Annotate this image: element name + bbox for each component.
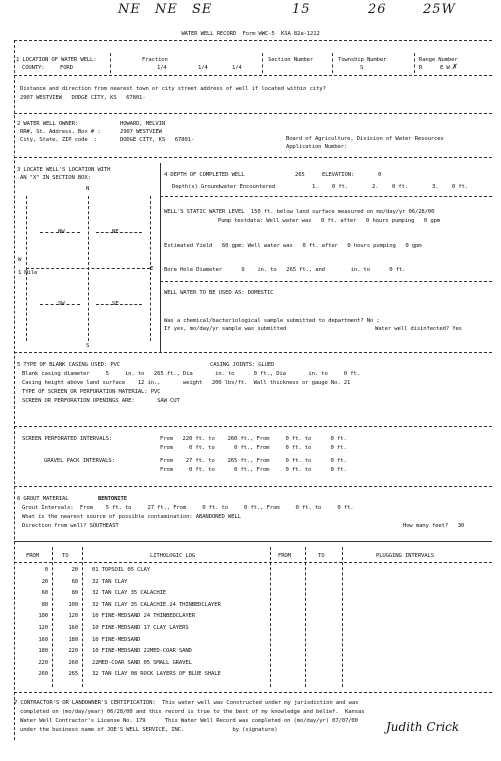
log-row-desc: 10 FINE-MEDSAND 17 CLAY LAYERS	[92, 625, 189, 631]
s5-perf-1: From 220 ft. to 260 ft., From 0 ft. to 0 ft.	[160, 436, 347, 442]
s1-fraction-1: 1/4	[157, 65, 167, 71]
mile-label: 1 Mile	[18, 270, 38, 276]
log-row-desc: 22MED-COAR SAND 05 SMALL GRAVEL	[92, 659, 192, 666]
s5-perf-label: SCREEN PERFORATED INTERVALS:	[22, 436, 113, 442]
range-west-check-mark: ✗	[452, 62, 458, 72]
handwritten-q1: NE	[118, 2, 141, 17]
s2-rr-label: RR#, St. Address, Box # :	[20, 129, 101, 135]
log-row-from: 180	[38, 648, 48, 655]
log-head-to2: TO	[318, 553, 325, 559]
log-row-to: 20	[71, 567, 78, 573]
log-head-from2: FROM	[278, 553, 291, 559]
s5-label: 5 TYPE OF BLANK CASING USED: PVC	[17, 362, 120, 368]
compass-s: S	[86, 343, 90, 349]
log-row-desc: 10 FINE-MEDSAND 24 THINBEDCLAYER	[92, 613, 195, 620]
log-row-to: 120	[68, 613, 78, 620]
s1-county: FORD	[60, 65, 73, 71]
gw-3-value: 0 ft.	[452, 184, 469, 190]
log-row-to: 180	[68, 636, 78, 643]
s3-sublabel: AN "X" IN SECTION BOX:	[20, 175, 91, 181]
s6-direction: Direction from well? SOUTHEAST	[22, 523, 119, 529]
log-row-from: 160	[38, 636, 48, 643]
log-row-from: 120	[38, 625, 48, 631]
log-row-desc: 32 TAN CLAY 35 CALACHIE 24 THINBEDCLAYER	[92, 601, 221, 608]
s1-county-label: COUNTY:	[22, 65, 45, 71]
s5-height: Casing height above land surface 12 in., weight 200 lbs/ft. Wall thickness or gauge No. 21	[22, 380, 351, 386]
s1-address: 2907 WESTVIEW DODGE CITY, KS 67801-	[20, 95, 146, 101]
s1-range-dir: E W	[440, 65, 450, 71]
s5-screen-type: TYPE OF SCREEN OR PERFORATION MATERIAL: PVC	[22, 389, 161, 395]
log-row-to: 160	[68, 625, 78, 631]
s4-label: 4 DEPTH OF COMPLETED WELL	[164, 172, 245, 178]
s1-range-label: Range Number	[419, 57, 458, 63]
s2-city-label: City, State, ZIP code :	[20, 137, 98, 143]
s2-appno-label: Application Number:	[286, 144, 348, 150]
s1-township-label: Township Number	[338, 57, 387, 63]
s4-pump-test: Pump testdata: Well water was 0 ft. after 0 hours pumping 0 gpm	[218, 218, 441, 224]
s2-label: 2 WATER WELL OWNER:	[17, 121, 79, 127]
log-row-to: 260	[68, 659, 78, 666]
contractor-signature: Judith Crick	[386, 720, 460, 734]
log-row-from: 80	[41, 601, 48, 608]
s4-static-level: WELL'S STATIC WATER LEVEL 150 ft. below land surface measured on mo/day/yr 06/28/00	[164, 209, 435, 215]
log-row-from: 220	[38, 659, 48, 666]
log-row-to: 100	[68, 601, 78, 608]
s1-fraction-2: 1/4	[198, 65, 208, 71]
log-row-desc: 10 FINE-MEDSAND	[92, 636, 141, 643]
s3-label: 3 LOCATE WELL'S LOCATION WITH	[17, 167, 111, 173]
s4-gw-label: Depth(s) Groundwater Encountered	[172, 184, 275, 190]
s4-disinfected: Water well disinfected? Yes	[375, 326, 462, 332]
compass-e: E	[150, 266, 154, 272]
s7-line4: under the business name of JOE'S WELL SERVICE, INC. by (signature)	[20, 727, 278, 733]
log-row-desc: 32 TAN CLAY 08 ROCK LAYERS OF BLUE SHALE	[92, 671, 221, 678]
log-row-from: 260	[38, 671, 48, 678]
s1-fraction-3: 1/4	[232, 65, 242, 71]
form-title: WATER WELL RECORD Form WWC-5 KSA 82a-1212	[181, 31, 320, 37]
s4-bore: Bore Hole Diameter 9 in. to 265 ft., and in. to 0 ft.	[164, 267, 406, 273]
s7-line2: completed on (mo/day/year) 06/28/00 and this record is true to the best of my knowledge and belief. Kansas	[20, 709, 365, 715]
s5-gravel-1: From 27 ft. to 265 ft., From 0 ft. to 0 ft.	[160, 458, 347, 464]
s6-material: BENTONITE	[98, 496, 127, 502]
log-row-from: 100	[38, 613, 48, 620]
s6-contam: What is the nearest source of possible contamination: ABANDONED WELL	[22, 514, 241, 520]
log-head-to: TO	[62, 553, 69, 559]
gw-1-label: 1.	[312, 184, 319, 190]
s4-yield: Estimated Yield 60 gpm: Well water was 0 ft. after 0 hours pumping 0 gpm	[164, 243, 422, 249]
s4-elev-label: ELEVATION:	[322, 172, 355, 178]
log-row-from: 60	[41, 590, 48, 597]
s2-city: DODGE CITY, KS 67801-	[120, 137, 195, 143]
log-head-litho: LITHOLOGIC LOG	[150, 553, 196, 559]
s2-street: 2907 WESTVIEW	[120, 129, 162, 135]
s6-howmany: How many feet? 30	[403, 523, 465, 529]
s5-joints: CASING JOINTS: GLUED	[210, 362, 275, 368]
s5-gravel-label: GRAVEL PACK INTERVALS:	[44, 458, 115, 464]
gw-1-value: 0 ft.	[332, 184, 349, 190]
log-row-desc: 01 TOPSOIL 05 CLAY	[92, 567, 150, 573]
form-left-border	[14, 40, 15, 740]
s1-township-dir: S	[360, 65, 364, 71]
handwritten-q2: NE	[155, 2, 178, 17]
s1-fraction-label: Fraction	[142, 57, 168, 63]
s4-ifyes: If yes, mo/day/yr sample was submitted	[164, 326, 287, 332]
s7-line1: 7 CONTRACTOR'S OR LANDOWNER'S CERTIFICATION: This water well was Constructed under my jurisdiction and was	[14, 700, 359, 706]
s1-range-prefix: R	[419, 65, 423, 71]
handwritten-section: 15	[292, 2, 311, 17]
s6-intervals: Grout Intervals: From 5 ft. to 27 ft., From 0 ft. to 0 ft., From 0 ft. to 0 ft.	[22, 505, 354, 511]
s5-screen-open: SCREEN OR PERFORATION OPENINGS ARE: SAW CUT	[22, 398, 180, 404]
s4-elevation: 0	[378, 172, 382, 178]
quad-ne: NE	[112, 229, 119, 235]
gw-2-value: 0 ft.	[392, 184, 409, 190]
log-head-plug: PLUGGING INTERVALS	[376, 553, 434, 559]
log-row-desc: 32 TAN CLAY 35 CALACHIE	[92, 590, 167, 597]
compass-w: W	[18, 257, 22, 263]
s4-depth: 265	[295, 172, 305, 178]
s5-perf-2: From 0 ft. to 0 ft., From 0 ft. to 0 ft.	[160, 445, 347, 451]
handwritten-q3: SE	[192, 2, 213, 17]
compass-n: N	[86, 186, 90, 192]
handwritten-range: 25W	[423, 2, 456, 17]
log-row-from: 20	[41, 578, 48, 585]
s6-label: 6 GROUT MATERIAL	[17, 496, 69, 502]
log-row-to: 60	[71, 578, 78, 585]
log-row-to: 220	[68, 648, 78, 655]
log-row-to: 265	[68, 671, 78, 678]
log-row-desc: 32 TAN CLAY	[92, 578, 128, 585]
divider	[14, 40, 492, 41]
s2-board: Board of Agriculture, Division of Water Resources	[286, 136, 444, 142]
s2-owner: HOWARD, MELVIN	[120, 121, 166, 127]
log-head-from: FROM	[26, 553, 39, 559]
s1-distance-label: Distance and direction from nearest town or city street address of well if located within city?	[20, 86, 326, 92]
s5-gravel-2: From 0 ft. to 0 ft., From 0 ft. to 0 ft.	[160, 467, 347, 473]
gw-3-label: 3.	[432, 184, 439, 190]
s7-line3: Water Well Contractor's License No. 179 This Water Well Record was completed on (mo/day/yr) 07/07/00	[20, 718, 358, 724]
handwritten-township: 26	[368, 2, 387, 17]
log-row-to: 80	[71, 590, 78, 597]
s1-section-label: Section Number	[268, 57, 314, 63]
quad-se: SE	[112, 301, 119, 307]
quad-nw: NW	[58, 229, 65, 235]
gw-2-label: 2.	[372, 184, 379, 190]
s4-use: WELL WATER TO BE USED AS: DOMESTIC	[164, 290, 274, 296]
log-row-from: 0	[44, 567, 48, 573]
quad-sw: SW	[58, 301, 65, 307]
s4-chem: Was a chemical/bacteriological sample submitted to department? No ;	[164, 318, 380, 324]
log-row-desc: 10 FINE-MEDSAND 22MED-COAR SAND	[92, 648, 192, 655]
s1-label: 1 LOCATION OF WATER WELL:	[16, 57, 97, 63]
s5-diameter: Blank casing diameter 5 in. to 265 ft., Dia in. to 0 ft., Dia in. to 0 ft.	[22, 371, 360, 377]
